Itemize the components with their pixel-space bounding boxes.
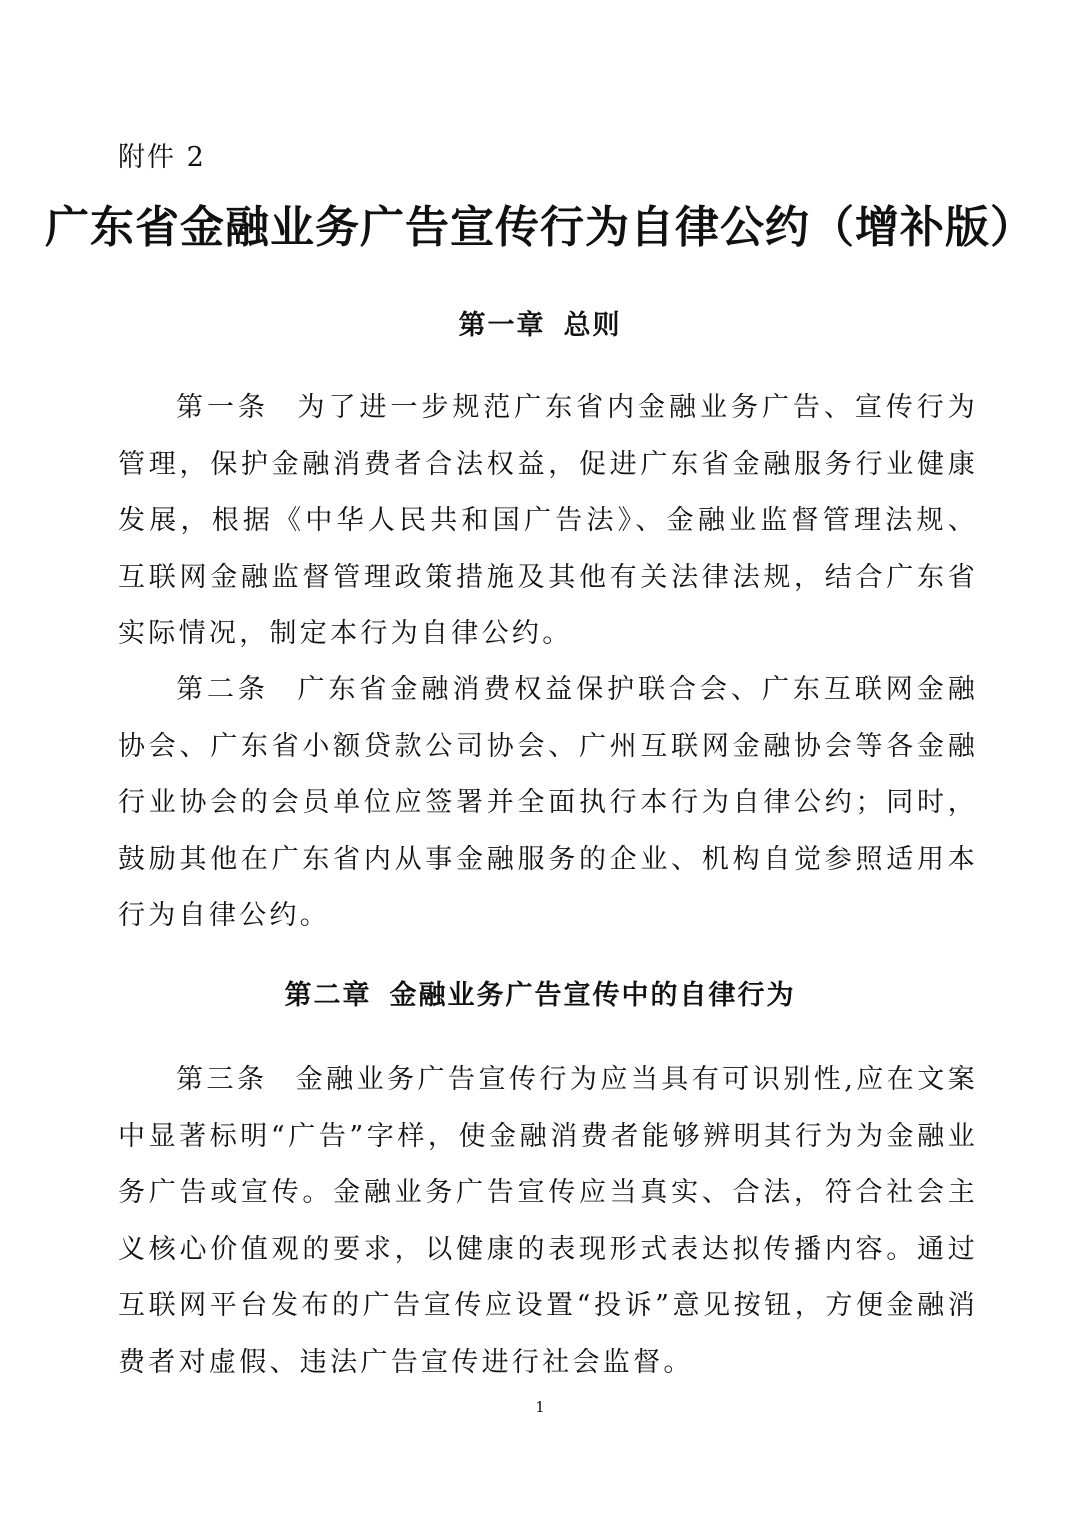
article-2-text: 广东省金融消费权益保护联合会、广东互联网金融协会、广东省小额贷款公司协会、广州互联网金融协会等各金融行业协会的会员单位应签署并全面执行本行为自律公约；同时，鼓励其他在广东省内从事金融服务的企业、机构自觉参照适用本行为自律公约。 xyxy=(118,674,978,931)
chapter-1-name: 总则 xyxy=(563,310,622,341)
article-1 xyxy=(118,380,978,663)
article-3-text: 金融业务广告宣传行为应当具有可识别性,应在文案中显著标明“广告”字样，使金融消费者能够辨明其行为为金融业务广告或宣传。金融业务广告宣传应当真实、合法，符合社会主义核心价值观的要求，以健康的表现形式表达拟传播内容。通过互联网平台发布的广告宣传应设置“投诉”意见按钮，方便金融消费者对虚假、违法广告宣传进行社会监督。 xyxy=(118,1064,978,1378)
attachment-label: 附件 2 xyxy=(118,142,206,173)
chapter-2-name: 金融业务广告宣传中的自律行为 xyxy=(389,980,796,1011)
chapter-1-number: 第一章 xyxy=(458,310,546,341)
article-2 xyxy=(118,662,978,945)
chapter-2-heading xyxy=(0,974,1080,1018)
chapter-2-number: 第二章 xyxy=(284,980,372,1011)
chapter-1-heading xyxy=(0,304,1080,348)
article-3 xyxy=(118,1052,978,1391)
article-2-label: 第二条 xyxy=(176,674,269,705)
article-1-label: 第一条 xyxy=(176,392,269,423)
page-number: 1 xyxy=(535,1398,545,1416)
article-1-text: 为了进一步规范广东省内金融业务广告、宣传行为管理，保护金融消费者合法权益，促进广东省金融服务行业健康发展，根据《中华人民共和国广告法》、金融业监督管理法规、互联网金融监督管理政策措施及其他有关法律法规，结合广东省实际情况，制定本行为自律公约。 xyxy=(118,392,978,649)
document-title: 广东省金融业务广告宣传行为自律公约（增补版） xyxy=(45,202,1035,253)
article-3-label: 第三条 xyxy=(176,1064,268,1095)
